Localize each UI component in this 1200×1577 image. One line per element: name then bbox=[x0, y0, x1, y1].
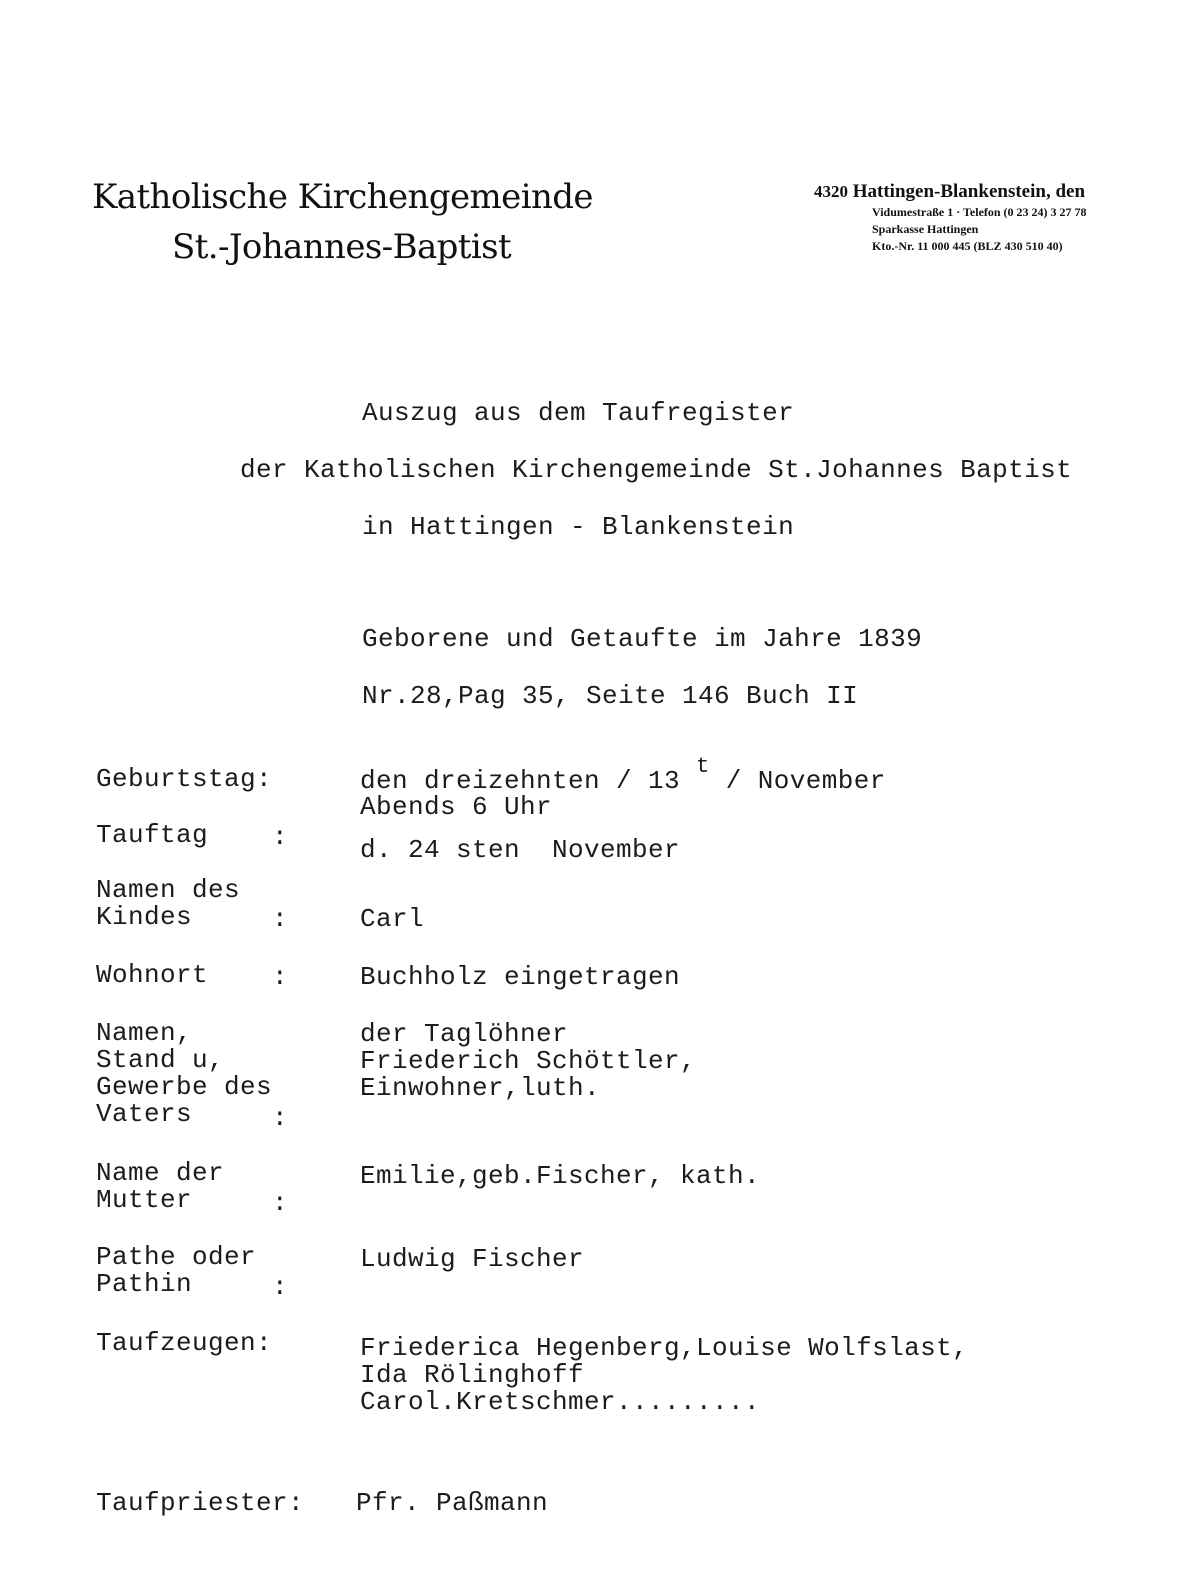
document-title: Auszug aus dem Taufregister bbox=[362, 398, 795, 428]
birthday-date: den dreizehnten / 13 bbox=[360, 766, 681, 796]
baptism-day-colon: : bbox=[272, 822, 289, 852]
priest-label: Taufpriester: bbox=[96, 1488, 305, 1518]
bank-account: Kto.-Nr. 11 000 445 (BLZ 430 510 40) bbox=[872, 239, 1063, 253]
godparent-label: Pathe oder Pathin bbox=[96, 1242, 257, 1299]
birthday-month: / November bbox=[725, 766, 886, 796]
parish-name-line1: Katholische Kirchengemeinde bbox=[92, 177, 593, 217]
child-name-colon: : bbox=[272, 904, 289, 934]
bank-name: Sparkasse Hattingen bbox=[872, 222, 979, 236]
father-label: Namen, Stand u, Gewerbe des Vaters bbox=[96, 1018, 273, 1129]
godparent-value: Ludwig Fischer bbox=[360, 1244, 585, 1274]
mother-value: Emilie,geb.Fischer, kath. bbox=[360, 1161, 761, 1191]
postcode: 4320 bbox=[814, 182, 848, 201]
parish-name bbox=[92, 172, 593, 272]
register-year: Geborene und Getaufte im Jahre 1839 bbox=[362, 624, 923, 654]
priest-value: Pfr. Paßmann bbox=[356, 1488, 549, 1518]
residence-label: Wohnort bbox=[96, 960, 209, 990]
child-name-label: Namen des Kindes bbox=[96, 875, 241, 932]
parish-address bbox=[814, 180, 1087, 255]
parish-name-line2: St.-Johannes-Baptist bbox=[172, 227, 512, 267]
witnesses-value: Friederica Hegenberg,Louise Wolfslast, Ida Rölinghoff Carol.Kretschmer......... bbox=[360, 1333, 969, 1417]
document-subtitle-parish: der Katholischen Kirchengemeinde St.Johannes Baptist bbox=[240, 455, 1073, 485]
city-line: Hattingen-Blankenstein, den bbox=[852, 181, 1086, 202]
street-phone: Vidumestraße 1 · Telefon (0 23 24) 3 27 78 bbox=[872, 205, 1087, 219]
register-reference: Nr.28,Pag 35, Seite 146 Buch II bbox=[362, 681, 859, 711]
birthday-superscript: t bbox=[696, 754, 710, 779]
baptism-day-value: d. 24 sten November bbox=[360, 835, 681, 865]
baptism-day-label: Tauftag bbox=[96, 820, 209, 850]
witnesses-label: Taufzeugen: bbox=[96, 1328, 273, 1358]
residence-value: Buchholz eingetragen bbox=[360, 962, 681, 992]
child-name-value: Carl bbox=[360, 904, 425, 934]
address-city-line bbox=[814, 180, 1087, 204]
father-colon: : bbox=[272, 1103, 289, 1133]
father-value: der Taglöhner Friederich Schöttler, Einwohner,luth. bbox=[360, 1019, 697, 1103]
birthday-label: Geburtstag: bbox=[96, 764, 273, 794]
mother-label: Name der Mutter bbox=[96, 1158, 225, 1215]
godparent-colon: : bbox=[272, 1272, 289, 1302]
birthday-time: Abends 6 Uhr bbox=[360, 792, 553, 822]
residence-colon: : bbox=[272, 962, 289, 992]
mother-colon: : bbox=[272, 1188, 289, 1218]
document-subtitle-place: in Hattingen - Blankenstein bbox=[362, 512, 795, 542]
